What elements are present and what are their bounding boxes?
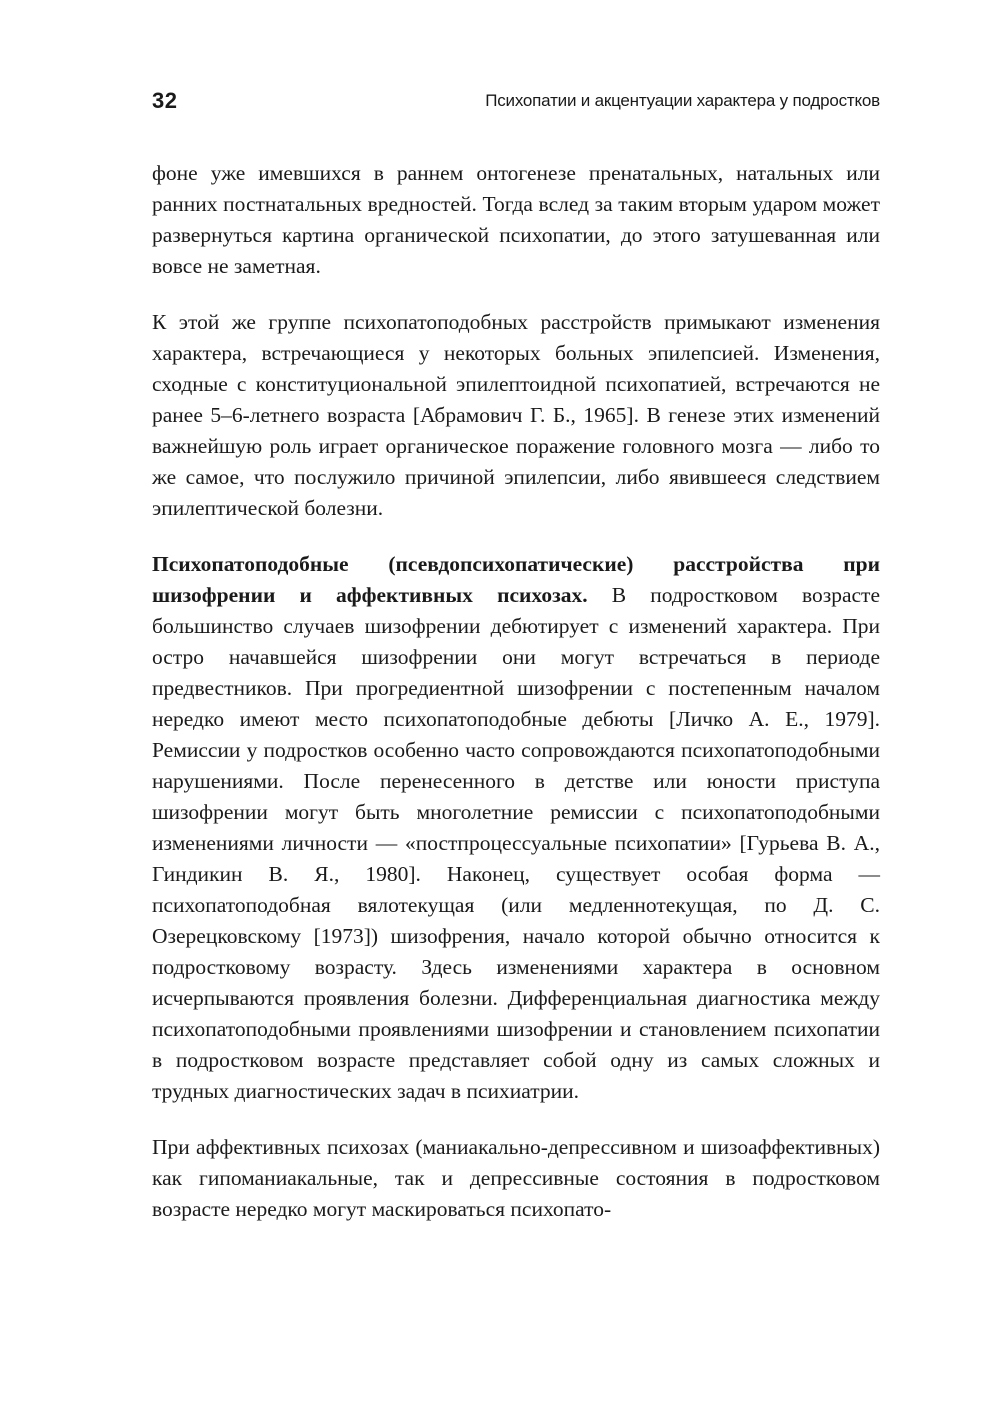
body-text <box>152 158 880 1250</box>
paragraph-text: фоне уже имевшихся в раннем онтогенезе пренатальных, натальных или ранних постнатальных вредностей. Тогда вслед за таким вторым ударом может развернуться картина органической психопатии, до этого затушеванная или вовсе не заметная. <box>152 161 880 278</box>
paragraph-text: В подростковом возрасте большинство случаев шизофрении дебютирует с изменений характера. При остро начавшейся шизофрении они могут встречаться в периоде предвестников. При прогредиентной шизофрении с постепенным началом нередко имеют место психопатоподобные дебюты [Личко А. Е., 1979]. Ремиссии у подростков особенно часто сопровождаются психопатоподобными нарушениями. После перенесенного в детстве или юности приступа шизофрении могут быть многолетние ремиссии с психопатоподобными изменениями личности — «постпроцессуальные психопатии» [Гурьева В. А., Гиндикин В. Я., 1980]. Наконец, существует особая форма — психопатоподобная вялотекущая (или медленнотекущая, по Д. С. Озерецковскому [1973]) шизофрения, начало которой обычно относится к подростковому возрасту. Здесь изменениями характера в основном исчерпываются проявления болезни. Дифференциальная диагностика между психопатоподобными проявлениями шизофрении и становлением психопатии в подростковом возрасте представляет собой одну из самых сложных и трудных диагностических задач в психиатрии. <box>152 583 880 1103</box>
paragraph-4 <box>152 1132 880 1225</box>
paragraph-1 <box>152 158 880 282</box>
paragraph-3 <box>152 549 880 1107</box>
paragraph-heading: Психопатоподобные (псевдопсихопатические) расстройства при шизофрении и аффективных психозах. <box>152 552 880 607</box>
paragraph-2 <box>152 307 880 524</box>
running-title: Психопатии и акцентуации характера у подростков <box>485 91 880 110</box>
page-number: 32 <box>152 88 178 113</box>
running-header <box>152 88 880 118</box>
paragraph-text: К этой же группе психопатоподобных расстройств примыкают изменения характера, встречающиеся у некоторых больных эпилепсией. Изменения, сходные с конституциональной эпилептоидной психопатией, встречаются не ранее 5–6-летнего возраста [Абрамович Г. Б., 1965]. В генезе этих изменений важнейшую роль играет органическое поражение головного мозга — либо то же самое, что послужило причиной эпилепсии, либо явившееся следствием эпилептической болезни. <box>152 310 880 520</box>
paragraph-text: При аффективных психозах (маниакально-депрессивном и шизоаффективных) как гипоманиакальные, так и депрессивные состояния в подростковом возрасте нередко могут маскироваться психопато- <box>152 1135 880 1221</box>
